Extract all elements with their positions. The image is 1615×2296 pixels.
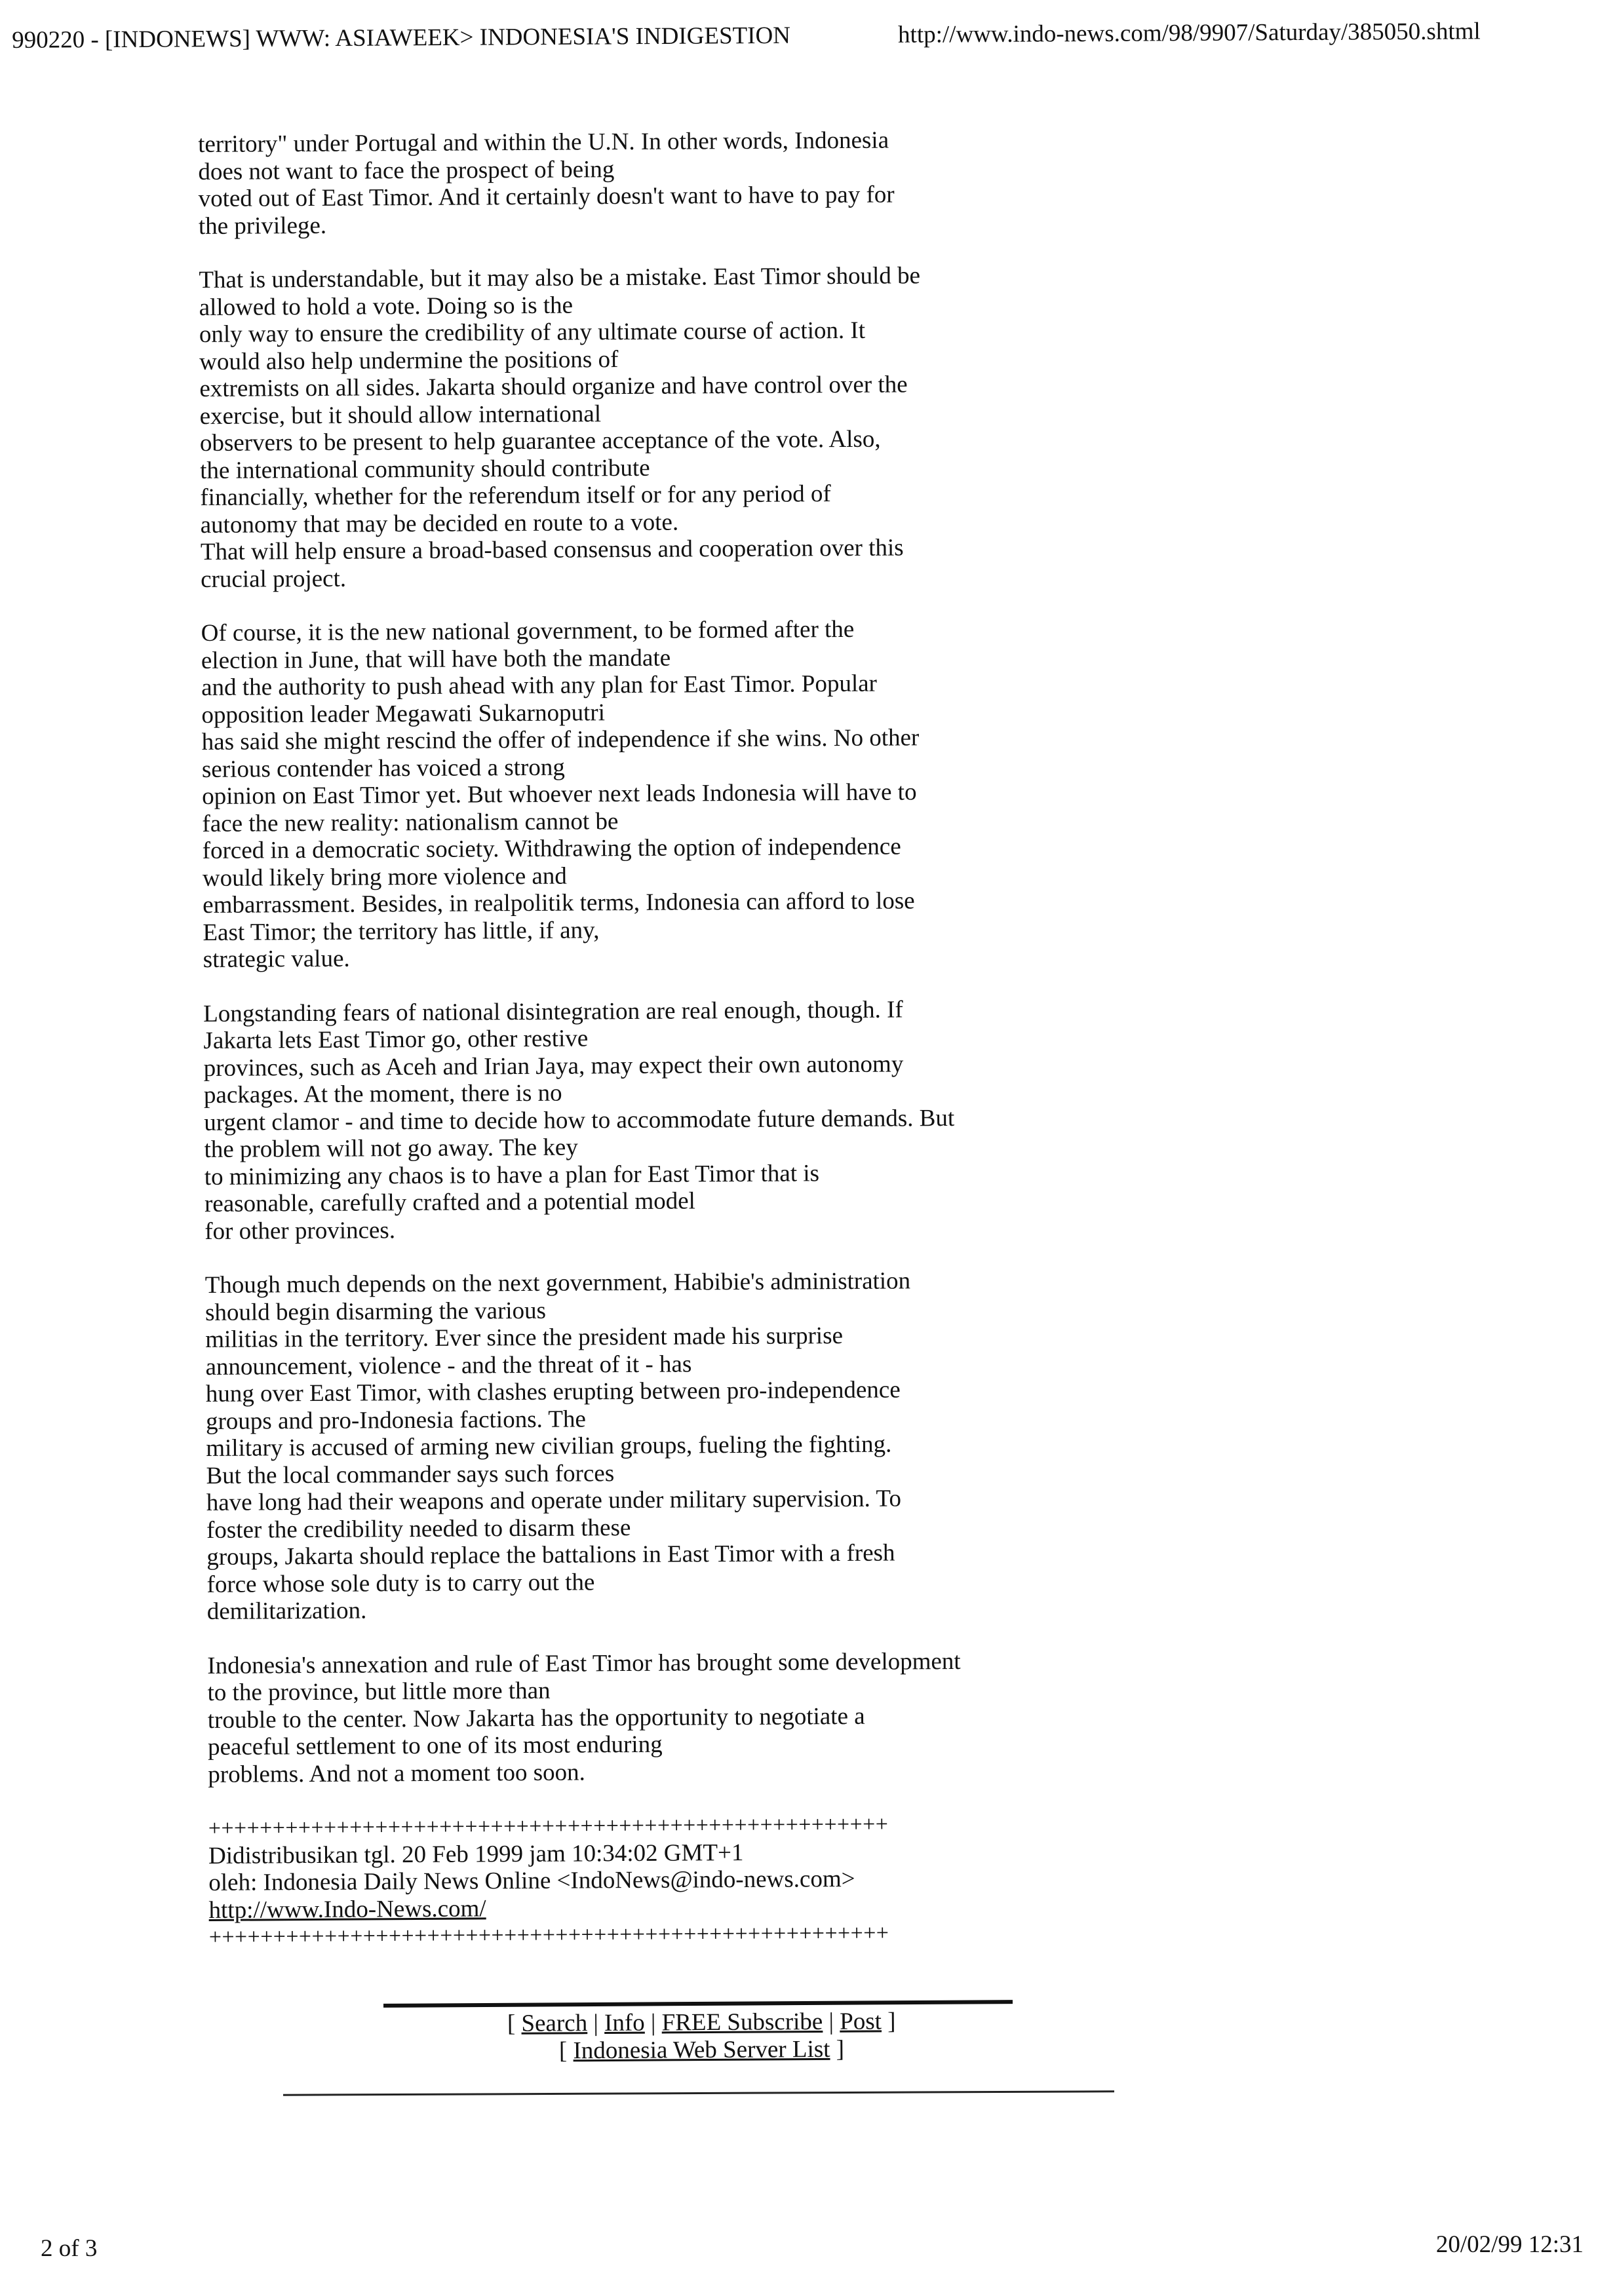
article-paragraph (205, 1267, 1112, 1626)
text-line: election in June, that will have both the mandate (201, 644, 671, 674)
distribution-block (208, 1810, 1114, 1951)
article-paragraph (207, 1647, 1112, 1788)
article-paragraph (201, 615, 1108, 974)
text-line: provinces, such as Aceh and Irian Jaya, may expect their own autonomy (203, 1050, 904, 1082)
separator-bottom: +++++++++++++++++++++++++++++++++++++++++++++++++++++ (208, 1921, 889, 1949)
text-line: strategic value. (203, 945, 350, 973)
text-line: But the local commander says such forces (206, 1459, 615, 1489)
text-line: would also help undermine the positions of (199, 345, 619, 375)
text-line: financially, whether for the referendum itself or for any period of (200, 480, 831, 511)
text-line: voted out of East Timor. And it certainly doesn't want to have to pay for (198, 181, 895, 212)
text-line: foster the credibility needed to disarm these (206, 1514, 631, 1544)
text-line: Though much depends on the next government, Habibie's administration (204, 1267, 911, 1299)
text-line: embarrassment. Besides, in realpolitik terms, Indonesia can afford to lose (203, 887, 915, 919)
nav-info-link[interactable]: Info (604, 2009, 645, 2037)
text-line: exercise, but it should allow international (199, 400, 602, 430)
site-navigation (282, 1993, 1121, 2067)
text-line: That is understandable, but it may also be a mistake. East Timor should be (199, 262, 921, 294)
text-line: the privilege. (198, 212, 327, 240)
article-paragraph (203, 995, 1109, 1245)
text-line: trouble to the center. Now Jakarta has the opportunity to negotiate a (207, 1702, 865, 1734)
text-line: Longstanding fears of national disintegration are real enough, though. If (203, 995, 903, 1027)
text-line: face the new reality: nationalism cannot be (202, 807, 619, 837)
text-line: autonomy that may be decided en route to a vote. (200, 508, 679, 539)
text-line: military is accused of arming new civilian groups, fueling the fighting. (206, 1430, 892, 1462)
text-line: groups and pro-Indonesia factions. The (205, 1405, 587, 1435)
nav-row-main: [ Search | Info | FREE Subscribe | Post ] (507, 2008, 896, 2037)
text-line: Jakarta lets East Timor go, other restive (203, 1025, 589, 1054)
text-line: groups, Jakarta should replace the battalions in East Timor with a fresh (206, 1539, 895, 1571)
nav-subscribe-link[interactable]: FREE Subscribe (661, 2008, 823, 2037)
text-line: Of course, it is the new national government, to be formed after the (201, 615, 855, 647)
distribution-date: Didistribusikan tgl. 20 Feb 1999 jam 10:34:02 GMT+1 (208, 1839, 744, 1869)
page-number: 2 of 3 (41, 2235, 98, 2262)
text-line: demilitarization. (206, 1597, 367, 1625)
text-line: have long had their weapons and operate under military supervision. To (206, 1485, 902, 1516)
text-line: urgent clamor - and time to decide how to accommodate future demands. But (204, 1104, 955, 1136)
text-line: extremists on all sides. Jakarta should organize and have control over the (199, 371, 908, 402)
page-title: 990220 - [INDONEWS] WWW: ASIAWEEK> INDONESIA'S INDIGESTION (12, 22, 791, 54)
text-line: East Timor; the territory has little, if any, (203, 916, 600, 946)
nav-divider-bottom (283, 2090, 1114, 2096)
nav-server-list-link[interactable]: Indonesia Web Server List (573, 2035, 830, 2065)
text-line: That will help ensure a broad-based consensus and cooperation over this (200, 534, 904, 565)
text-line: militias in the territory. Ever since the president made his surprise (205, 1322, 844, 1353)
text-line: to minimizing any chaos is to have a plan for East Timor that is (204, 1159, 820, 1191)
text-line: forced in a democratic society. Withdrawing the option of independence (202, 833, 901, 864)
nav-row-servers: [ Indonesia Web Server List ] (558, 2035, 845, 2065)
text-line: opinion on East Timor yet. But whoever next leads Indonesia will have to (202, 778, 917, 810)
print-timestamp: 20/02/99 12:31 (1435, 2231, 1584, 2258)
text-line: for other provinces. (204, 1216, 396, 1245)
text-line: opposition leader Megawati Sukarnoputri (201, 698, 606, 729)
text-line: peaceful settlement to one of its most enduring (207, 1731, 663, 1761)
nav-search-link[interactable]: Search (521, 2010, 588, 2037)
text-line: the problem will not go away. The key (204, 1134, 578, 1163)
article-paragraphs (198, 126, 1112, 1788)
text-line: should begin disarming the various (204, 1297, 547, 1326)
text-line: packages. At the moment, there is no (203, 1079, 562, 1109)
article-paragraph (199, 261, 1105, 593)
text-line: hung over East Timor, with clashes erupting between pro-independence (205, 1376, 901, 1407)
text-line: only way to ensure the credibility of any ultimate course of action. It (199, 316, 866, 348)
text-line: crucial project. (201, 565, 347, 593)
text-line: Indonesia's annexation and rule of East Timor has brought some development (207, 1647, 961, 1679)
text-line: the international community should contribute (200, 454, 650, 484)
site-link[interactable]: http://www.Indo-News.com/ (208, 1894, 486, 1924)
text-line: and the authority to push ahead with any plan for East Timor. Popular (201, 670, 878, 701)
distribution-from: oleh: Indonesia Daily News Online <IndoNews@indo-news.com> (208, 1865, 855, 1896)
text-line: force whose sole duty is to carry out the (206, 1568, 595, 1598)
text-line: serious contender has voiced a strong (201, 754, 565, 783)
nav-post-link[interactable]: Post (840, 2008, 882, 2035)
article-body (198, 126, 1114, 1951)
separator-top: +++++++++++++++++++++++++++++++++++++++++++++++++++++ (208, 1812, 889, 1841)
text-line: does not want to face the prospect of being (198, 155, 615, 185)
text-line: territory" under Portugal and within the U.N. In other words, Indonesia (198, 126, 889, 158)
text-line: has said she might rescind the offer of independence if she wins. No other (201, 724, 920, 756)
page-url: http://www.indo-news.com/98/9907/Saturday/385050.shtml (897, 18, 1481, 48)
text-line: reasonable, carefully crafted and a potential model (204, 1187, 696, 1217)
article-paragraph (198, 126, 1103, 240)
print-header (12, 16, 1598, 55)
text-line: observers to be present to help guarantee acceptance of the vote. Also, (199, 425, 881, 457)
text-line: allowed to hold a vote. Doing so is the (199, 292, 574, 321)
text-line: would likely bring more violence and (202, 862, 567, 892)
text-line: announcement, violence - and the threat of it - has (205, 1350, 692, 1381)
text-line: problems. And not a moment too soon. (208, 1758, 585, 1788)
text-line: to the province, but little more than (207, 1677, 551, 1706)
